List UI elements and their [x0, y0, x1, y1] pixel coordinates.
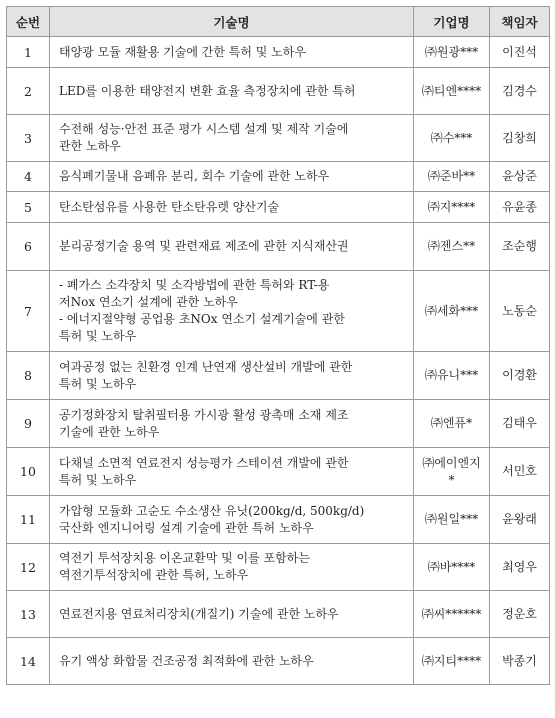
tech-title-line: 수전해 성능·안전 표준 평가 시스템 설계 및 제작 기술에: [59, 122, 349, 136]
person-in-charge: 이경환: [490, 352, 550, 400]
person-in-charge: 박종기: [490, 638, 550, 685]
company-name: ㈜바****: [414, 544, 490, 591]
company-name: ㈜지****: [414, 192, 490, 223]
tech-title-line: 역전기 투석장치용 이온교환막 및 이를 포함하는: [59, 551, 310, 565]
tech-title: [50, 115, 414, 162]
tech-title-line: 저Nox 연소기 설계에 관한 노하우: [59, 295, 238, 309]
tech-title: [50, 591, 414, 638]
company-name: ㈜준바**: [414, 162, 490, 192]
tech-title-line: 태양광 모듈 재활용 기술에 간한 특허 및 노하우: [59, 44, 306, 59]
company-name: ㈜세화***: [414, 271, 490, 352]
header-row: [7, 7, 550, 37]
row-number: 9: [7, 400, 50, 448]
tech-title-line: 유기 액상 화합물 건조공정 최적화에 관한 노하우: [59, 653, 314, 668]
tech-title: [50, 223, 414, 271]
company-name: ㈜에이엔지 *: [414, 448, 490, 496]
tech-title-line: 관한 노하우: [59, 139, 121, 153]
row-number: 11: [7, 496, 50, 544]
tech-table: [6, 6, 550, 685]
row-number: 10: [7, 448, 50, 496]
header-num: 순번: [7, 7, 50, 37]
tech-title-line: 특허 및 노하우: [59, 329, 137, 343]
tech-title-line: 연료전지용 연료처리장치(개질기) 기술에 관한 노하우: [59, 606, 339, 621]
table-row: [7, 448, 550, 496]
row-number: 13: [7, 591, 50, 638]
header-title: 기술명: [50, 7, 414, 37]
tech-title: [50, 37, 414, 68]
tech-title-line: 특허 및 노하우: [59, 472, 137, 487]
company-name: ㈜티엔****: [414, 68, 490, 115]
tech-title-line: 역전기투석장치에 관한 특허, 노하우: [59, 568, 249, 582]
company-name: ㈜엔퓨*: [414, 400, 490, 448]
row-number: 5: [7, 192, 50, 223]
table-row: [7, 192, 550, 223]
table-row: [7, 352, 550, 400]
tech-title: [50, 271, 414, 352]
person-in-charge: 김창희: [490, 115, 550, 162]
tech-title: [50, 544, 414, 591]
company-name: ㈜젠스**: [414, 223, 490, 271]
tech-title-line: 음식폐기물내 음폐유 분리, 회수 기술에 관한 노하우: [59, 169, 330, 183]
person-in-charge: 정운호: [490, 591, 550, 638]
tech-title-line: 탄소탄섬유를 사용한 탄소탄유렛 양산기술: [59, 199, 280, 214]
row-number: 8: [7, 352, 50, 400]
table-body: [7, 37, 550, 685]
table-row: [7, 115, 550, 162]
table-row: [7, 400, 550, 448]
person-in-charge: 김태우: [490, 400, 550, 448]
tech-title-line: - 폐가스 소각장치 및 소각방법에 관한 특허와 RT-용: [59, 278, 330, 292]
header-company: 기업명: [414, 7, 490, 37]
row-number: 2: [7, 68, 50, 115]
person-in-charge: 유윤종: [490, 192, 550, 223]
tech-title: [50, 68, 414, 115]
person-in-charge: 윤상준: [490, 162, 550, 192]
tech-title-line: 특허 및 노하우: [59, 376, 137, 391]
person-in-charge: 이진석: [490, 37, 550, 68]
table-row: [7, 223, 550, 271]
row-number: 1: [7, 37, 50, 68]
company-name: ㈜수***: [414, 115, 490, 162]
tech-title-line: 가압형 모듈화 고순도 수소생산 유닛(200kg/d, 500kg/d): [59, 503, 365, 518]
tech-title: [50, 638, 414, 685]
tech-table-container: [6, 6, 550, 685]
tech-title-line: 다채널 소면적 연료전지 성능평가 스테이션 개발에 관한: [59, 455, 349, 470]
company-name: ㈜원광***: [414, 37, 490, 68]
tech-title: [50, 352, 414, 400]
tech-title-line: LED를 이용한 태양전지 변환 효율 측정장치에 관한 특허: [59, 83, 356, 98]
tech-title-line: - 에너지절약형 공업용 초NOx 연소기 설계기술에 관한: [59, 312, 345, 326]
tech-title: [50, 192, 414, 223]
tech-title: [50, 448, 414, 496]
row-number: 6: [7, 223, 50, 271]
company-name: ㈜씨******: [414, 591, 490, 638]
person-in-charge: 서민호: [490, 448, 550, 496]
company-name: ㈜원일***: [414, 496, 490, 544]
tech-title-line: 국산화 엔지니어링 설계 기술에 관한 특허 노하우: [59, 520, 314, 535]
person-in-charge: 최영우: [490, 544, 550, 591]
row-number: 4: [7, 162, 50, 192]
tech-title-bullet: [59, 277, 409, 311]
person-in-charge: 윤왕래: [490, 496, 550, 544]
table-row: [7, 68, 550, 115]
person-in-charge: 조순행: [490, 223, 550, 271]
person-in-charge: 노동순: [490, 271, 550, 352]
row-number: 3: [7, 115, 50, 162]
table-row: [7, 496, 550, 544]
tech-title: [50, 400, 414, 448]
row-number: 7: [7, 271, 50, 352]
company-name: ㈜지티****: [414, 638, 490, 685]
tech-title-line: 공기정화장치 탈취필터용 가시광 활성 광촉매 소재 제조: [59, 407, 349, 422]
table-row: [7, 162, 550, 192]
tech-title-bullet: [59, 311, 409, 345]
tech-title: [50, 162, 414, 192]
table-row: [7, 37, 550, 68]
table-row: [7, 591, 550, 638]
tech-title: [50, 496, 414, 544]
table-row: [7, 544, 550, 591]
tech-title-line: 분리공정기술 용역 및 관련재료 제조에 관한 지식재산권: [59, 239, 349, 253]
company-name: ㈜유니***: [414, 352, 490, 400]
person-in-charge: 김경수: [490, 68, 550, 115]
tech-title-line: 기술에 관한 노하우: [59, 424, 160, 439]
row-number: 12: [7, 544, 50, 591]
table-row: [7, 638, 550, 685]
header-person: 책임자: [490, 7, 550, 37]
tech-title-line: 여과공정 없는 친환경 인계 난연재 생산설비 개발에 관한: [59, 359, 353, 374]
table-row: [7, 271, 550, 352]
row-number: 14: [7, 638, 50, 685]
